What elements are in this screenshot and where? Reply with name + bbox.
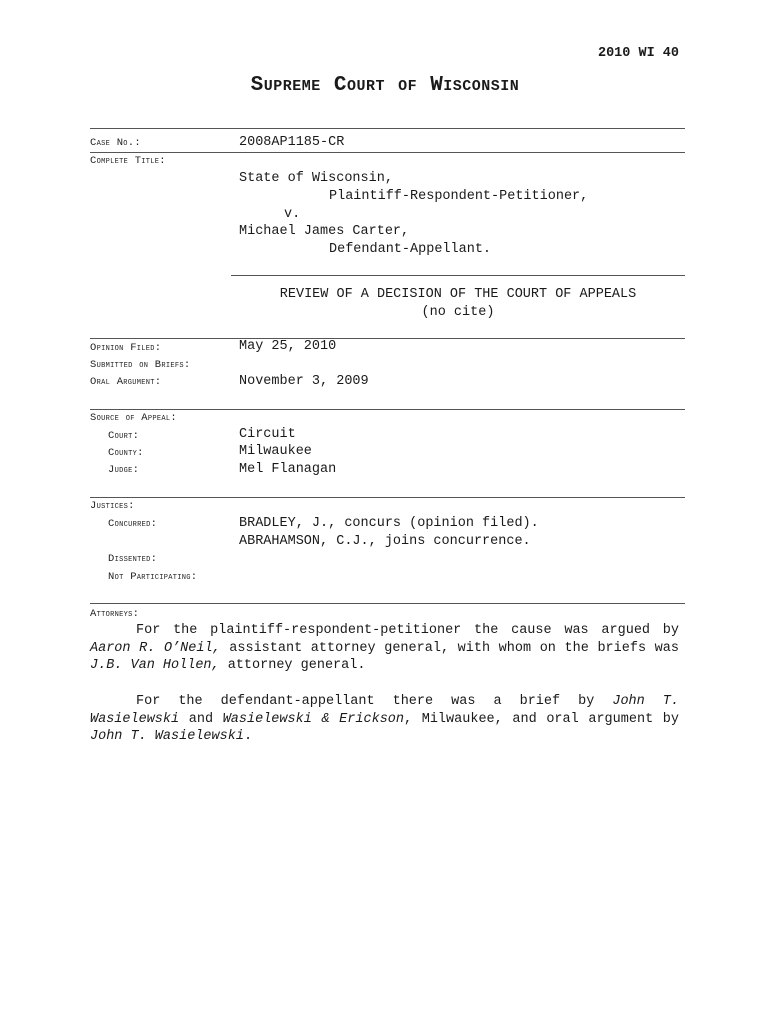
review-line-1: REVIEW OF A DECISION OF THE COURT OF APPEALS [279,287,637,302]
divider [90,497,685,498]
concurred-line-1: BRADLEY, J., concurs (opinion filed). [239,516,539,531]
p1-text-2: assistant attorney general, with whom on the briefs was [220,640,679,656]
not-participating-label: Not Participating: [108,571,198,583]
dissented-label: Dissented: [108,553,158,565]
source-of-appeal-label: Source of Appeal: [90,412,178,424]
p2-text-2: and [179,711,223,727]
p1-text-1: For the plaintiff-respondent-petitioner the cause was argued by [136,623,679,638]
citation: 2010 WI 40 [597,46,679,61]
divider [90,409,685,410]
attorneys-paragraph-2 [90,693,679,746]
party-one-role: Plaintiff-Respondent-Petitioner, [329,189,589,204]
attorneys-label: Attorneys: [90,608,140,620]
attorney-name: J.B. Van Hollen, [90,658,220,673]
attorney-name: John T. Wasielewski [90,694,679,727]
judge-label: Judge: [108,464,140,476]
county-value: Milwaukee [239,444,312,459]
versus: v. [284,207,301,222]
attorneys-paragraph-1 [90,622,679,675]
p2-text-3: , Milwaukee, and oral argument by [404,711,679,727]
divider [231,275,685,276]
page-title: Supreme Court of Wisconsin [250,74,520,97]
opinion-filed-label: Opinion Filed: [90,342,162,354]
justices-label: Justices: [90,500,135,512]
complete-title-label: Complete Title: [90,155,166,167]
county-label: County: [108,447,144,459]
review-line-2: (no cite) [421,305,495,320]
p1-text-3: attorney general. [219,658,366,673]
submitted-on-briefs-label: Submitted on Briefs: [90,359,191,371]
party-one: State of Wisconsin, [239,171,393,186]
case-no-label: Case No.: [90,137,142,149]
review-heading [231,286,685,322]
oral-argument-value: November 3, 2009 [239,374,369,389]
opinion-filed-value: May 25, 2010 [239,339,337,354]
p2-text-1: For the defendant-appellant there was a brief by [136,694,613,709]
attorney-name: Aaron R. O’Neil, [90,640,221,656]
law-firm-name: Wasielewski & Erickson [222,711,404,727]
divider [90,338,685,339]
oral-argument-label: Oral Argument: [90,376,162,388]
concurred-label: Concurred: [108,518,158,530]
p2-text-4: . [243,729,253,744]
party-two: Michael James Carter, [239,224,410,239]
divider [90,152,685,153]
court-label: Court: [108,430,140,442]
judge-value: Mel Flanagan [239,462,337,477]
divider [90,603,685,604]
concurred-line-2: ABRAHAMSON, C.J., joins concurrence. [239,534,531,549]
court-value: Circuit [239,427,296,442]
attorney-name: John T. Wasielewski [90,729,244,744]
party-two-role: Defendant-Appellant. [329,242,492,257]
case-no-value: 2008AP1185-CR [239,135,345,150]
divider [90,128,685,129]
